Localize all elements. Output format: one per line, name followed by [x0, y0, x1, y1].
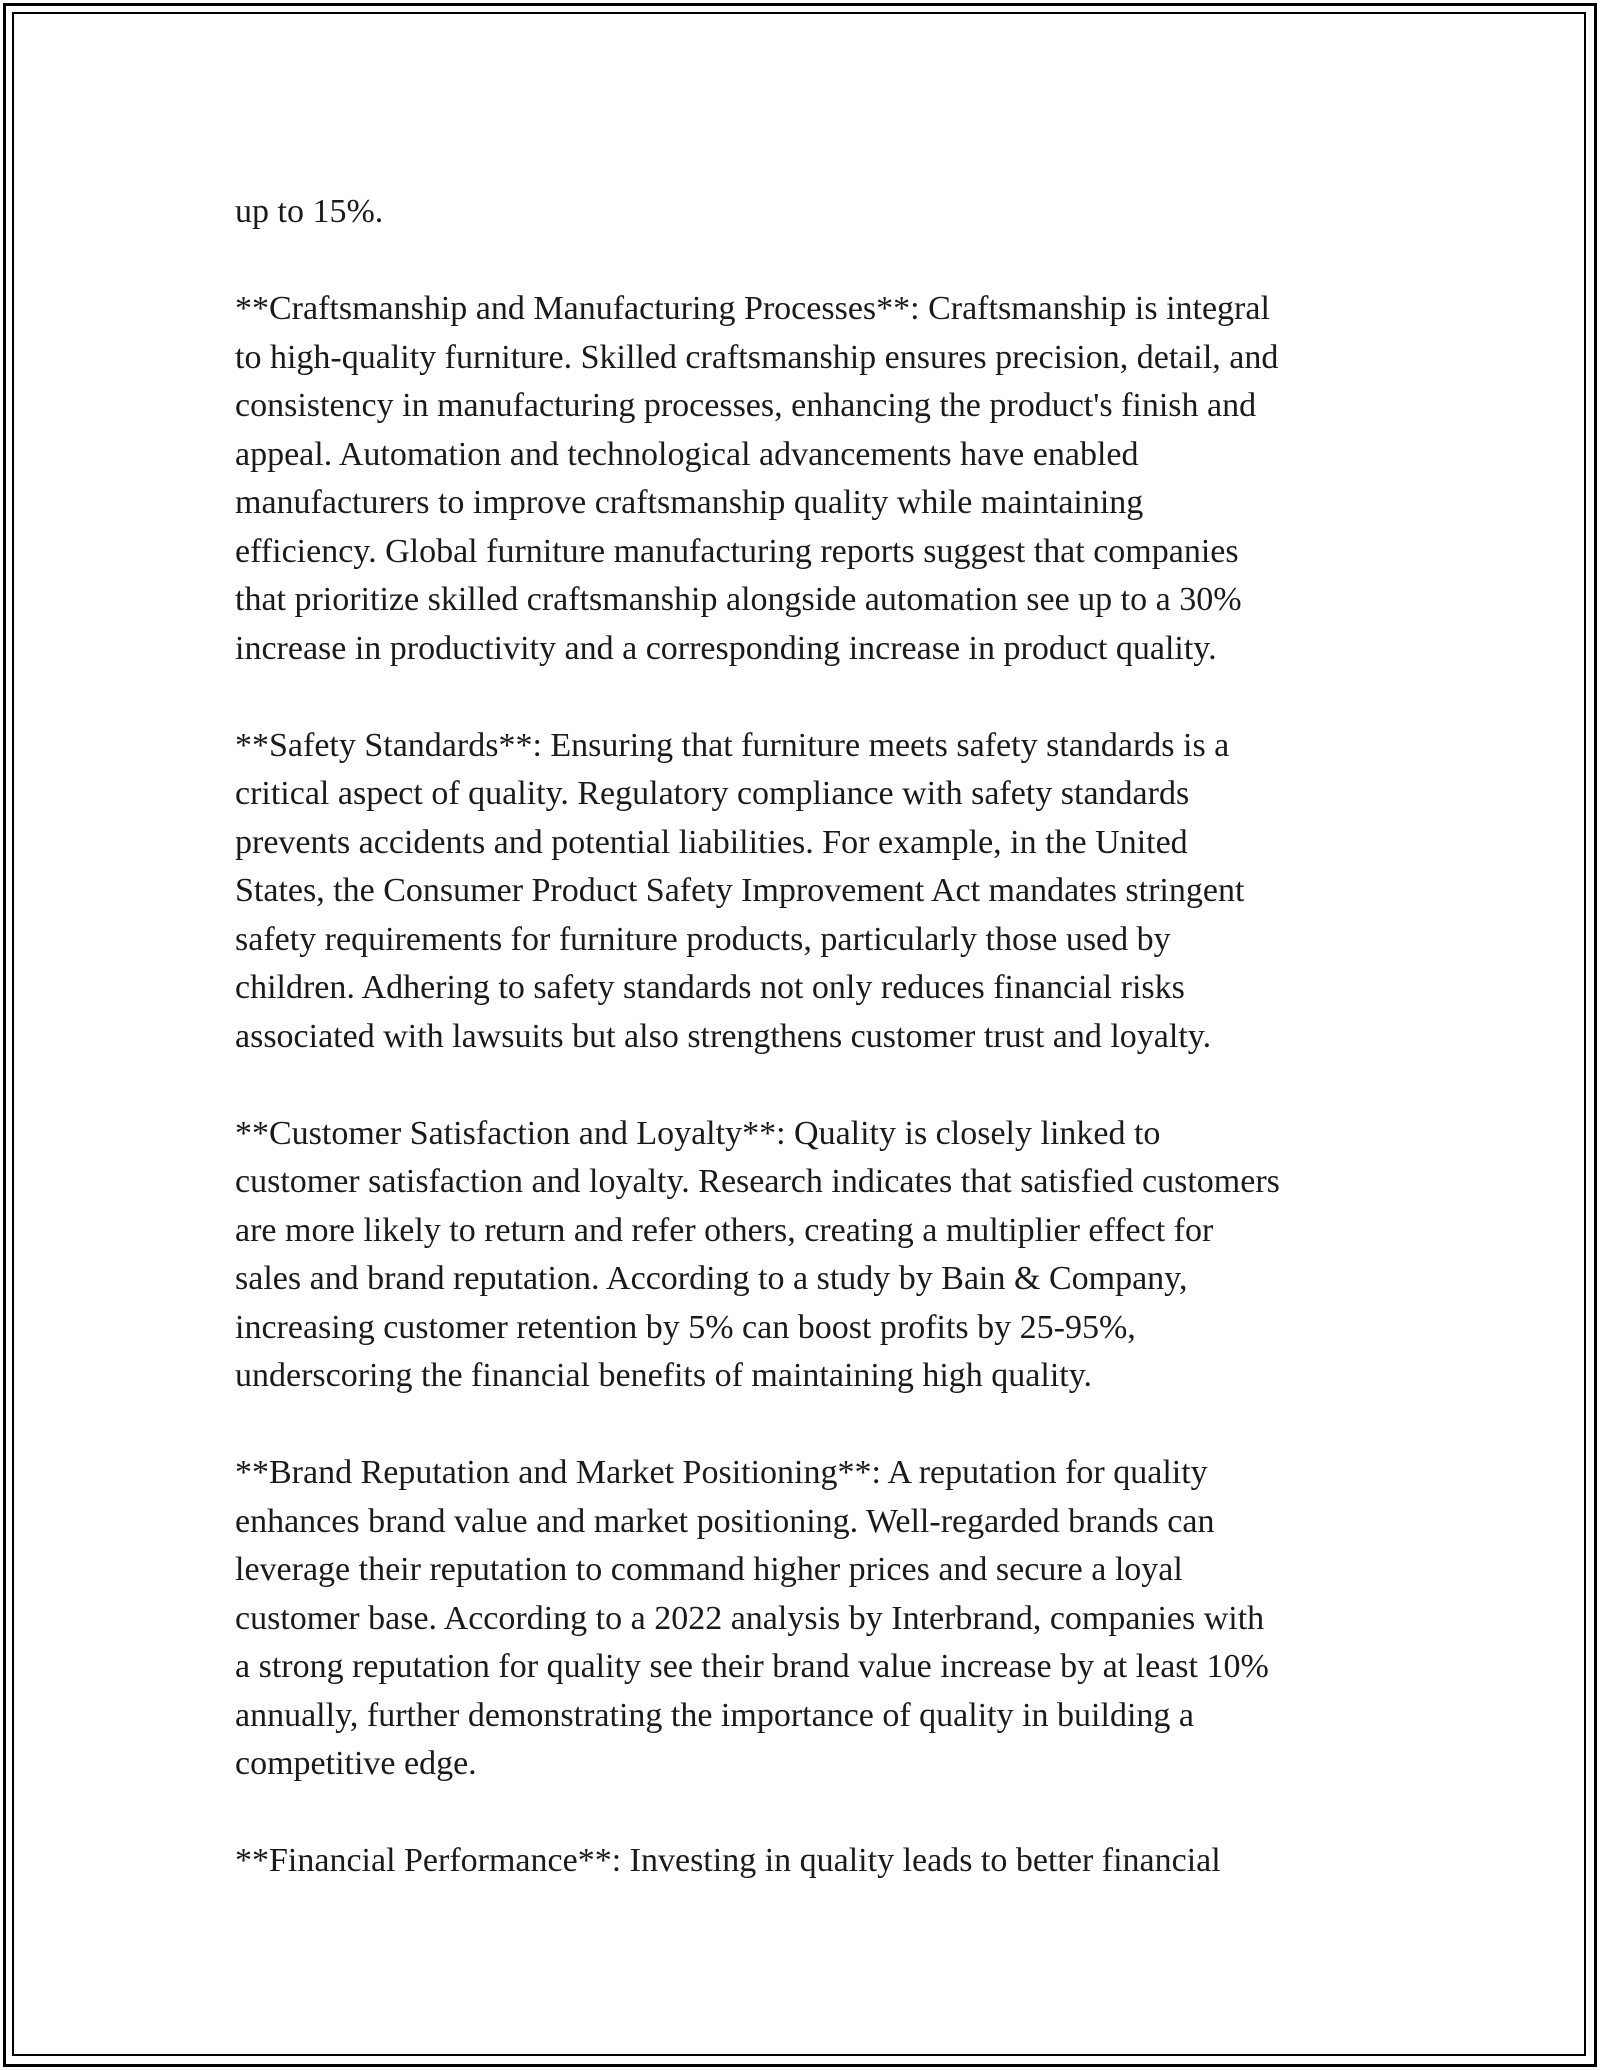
paragraph-safety-standards: **Safety Standards**: Ensuring that furniture meets safety standards is a critical aspect of quality. Regulatory compliance with safety standards prevents accidents and potential liabilities. For example, in the United States, the Consumer Product Safety Improvement Act mandates stringent safety requirements for furniture products, particularly those used by children. Adhering to safety standards not only reduces financial risks associated with lawsuits but also strengthens customer trust and loyalty. [235, 726, 1245, 1055]
document-body [235, 188, 1385, 1886]
paragraph-brand-reputation: **Brand Reputation and Market Positioning**: A reputation for quality enhances brand value and market positioning. Well-regarded brands can leverage their reputation to command higher prices and secure a loyal customer base. According to a 2022 analysis by Interbrand, companies with a strong reputation for quality see their brand value increase by at least 10% annually, further demonstrating the importance of quality in building a competitive edge. [235, 1454, 1269, 1782]
paragraph-continuation: up to 15%. [235, 193, 384, 230]
paragraph-financial-performance: **Financial Performance**: Investing in quality leads to better financial [235, 1842, 1221, 1879]
paragraph-craftsmanship: **Craftsmanship and Manufacturing Processes**: Craftsmanship is integral to high-quality furniture. Skilled craftsmanship ensures precision, detail, and consistency in manufacturing processes, enhancing the product's finish and appeal. Automation and technological advancements have enabled manufacturers to improve craftsmanship quality while maintaining efficiency. Global furniture manufacturing reports suggest that companies that prioritize skilled craftsmanship alongside automation see up to a 30% increase in productivity and a corresponding increase in product quality. [235, 290, 1279, 667]
paragraph-customer-satisfaction: **Customer Satisfaction and Loyalty**: Quality is closely linked to customer satisfaction and loyalty. Research indicates that satisfied customers are more likely to return and refer others, creating a multiplier effect for sales and brand reputation. According to a study by Bain & Company, increasing customer retention by 5% can boost profits by 25-95%, underscoring the financial benefits of maintaining high quality. [235, 1114, 1280, 1394]
